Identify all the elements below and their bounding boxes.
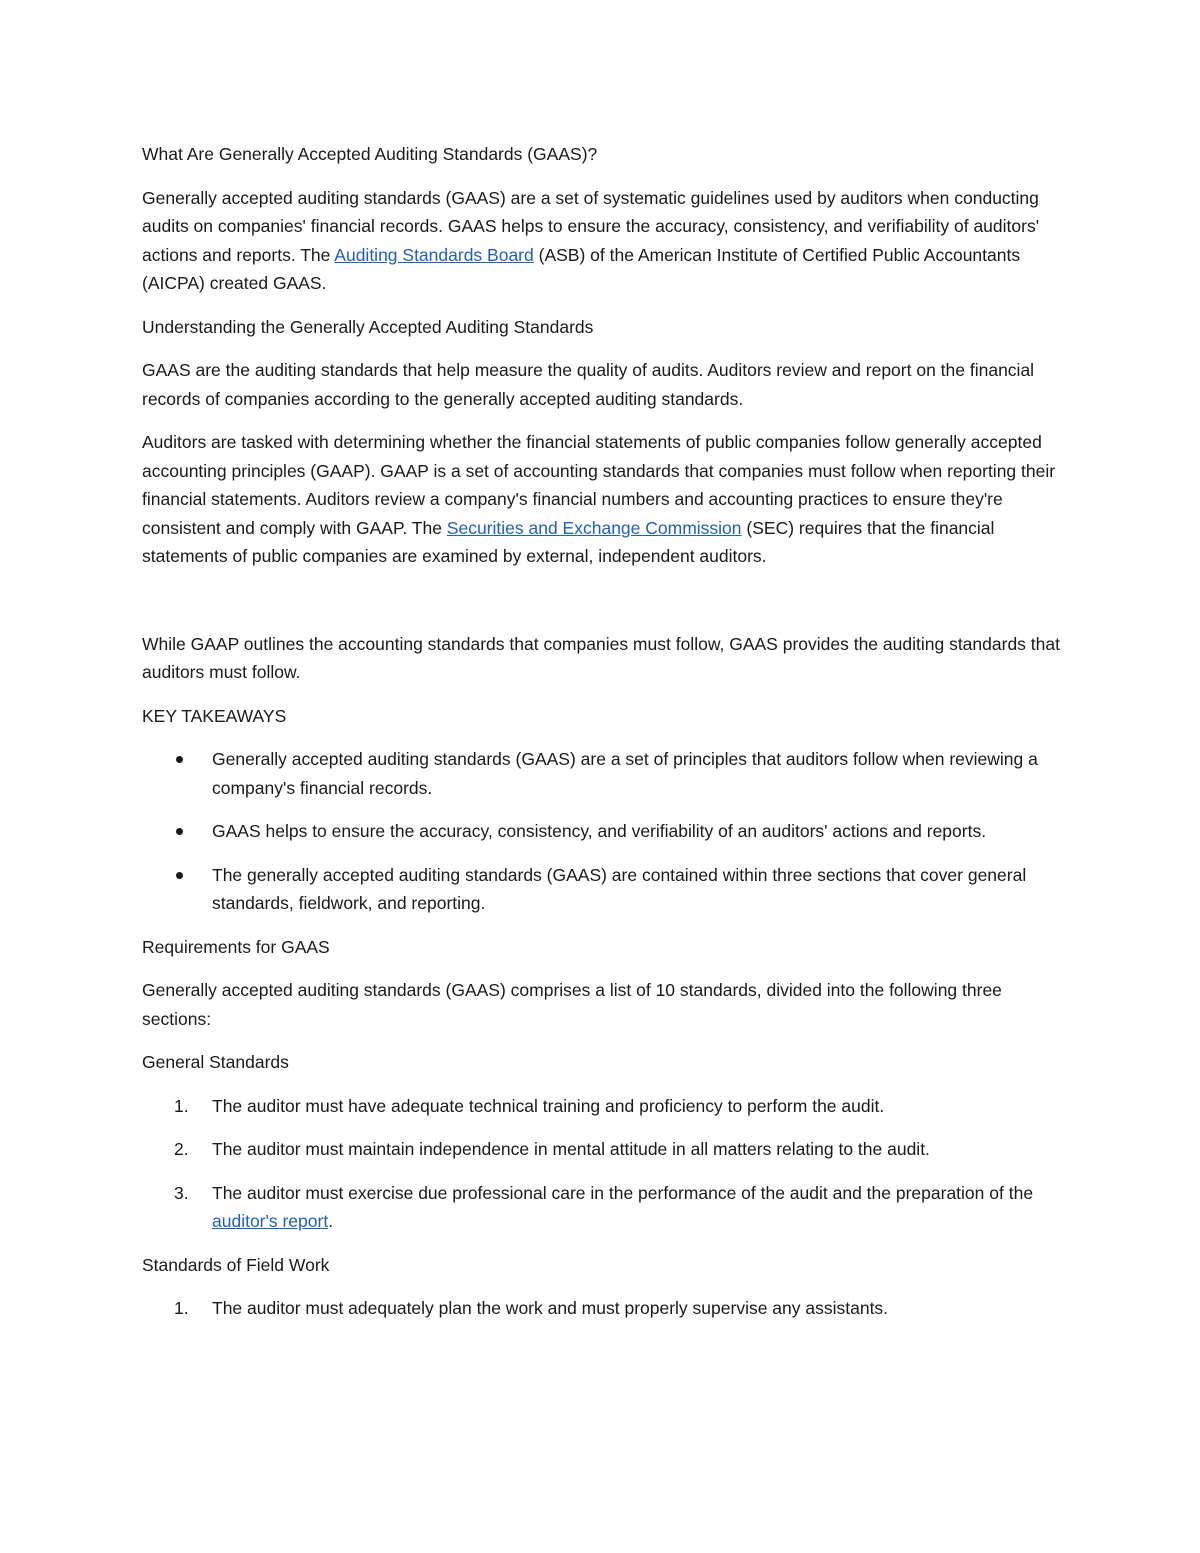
list-item-text: The auditor must exercise due professional care in the performance of the audit and the preparation of the <box>212 1182 1034 1203</box>
bullet-icon <box>176 756 183 763</box>
auditing-standards-board-link[interactable]: Auditing Standards Board <box>334 244 534 265</box>
list-item-text: The auditor must adequately plan the work and must properly supervise any assistants. <box>212 1298 889 1318</box>
field-work-heading: Standards of Field Work <box>142 1254 330 1275</box>
field-work-list <box>142 1294 1062 1323</box>
understanding-heading: Understanding the Generally Accepted Auditing Standards <box>142 316 594 337</box>
list-item-text: The auditor must maintain independence in mental attitude in all matters relating to the audit. <box>212 1139 930 1159</box>
while-paragraph: While GAAP outlines the accounting standards that companies must follow, GAAS provides the auditing standards that auditors must follow. <box>142 633 1060 682</box>
intro-text-1: Generally accepted auditing standards (GAAS) are a set of systematic guidelines used by auditors when conducting audits on companies' financial records. GAAS helps to ensure the accuracy, consistency, and verifiability of auditors' actions and reports. The <box>142 187 1040 265</box>
understanding-text-2: (SEC) requires that the financial statements of public companies are examined by external, independent auditors. <box>142 517 995 566</box>
general-standards-list <box>142 1092 1062 1236</box>
requirements-paragraph: Generally accepted auditing standards (GAAS) comprises a list of 10 standards, divided into the following three sections: <box>142 980 1002 1029</box>
understanding-text-1: Auditors are tasked with determining whether the financial statements of public companies follow generally accepted accounting principles (GAAP). GAAP is a set of accounting standards that companies must follow when reporting their financial statements. Auditors review a company's financial numbers and accounting practices to ensure they're consistent and comply with GAAP. The <box>142 432 1056 538</box>
paragraph-spacer <box>142 586 1062 630</box>
understanding-paragraph-1: GAAS are the auditing standards that help measure the quality of audits. Auditors review and report on the financial records of companies according to the generally accepted auditing standards. <box>142 360 1035 409</box>
auditors-report-link[interactable]: auditor's report <box>212 1211 329 1231</box>
general-standards-heading: General Standards <box>142 1052 289 1072</box>
list-item <box>142 745 1062 802</box>
list-item <box>142 817 1062 846</box>
list-item-text-end: . <box>328 1211 334 1231</box>
takeaway-text: Generally accepted auditing standards (GAAS) are a set of principles that auditors follow when reviewing a company's financial records. <box>212 749 1038 798</box>
intro-paragraph <box>142 184 1062 298</box>
intro-text-2: (ASB) of the American Institute of Certified Public Accountants (AICPA) created GAAS. <box>142 244 1021 293</box>
list-number: 1. <box>174 1298 189 1318</box>
list-number: 2. <box>174 1139 189 1159</box>
takeaways-heading: KEY TAKEAWAYS <box>142 705 287 726</box>
list-number: 3. <box>174 1182 189 1203</box>
document-page <box>142 140 1062 1338</box>
list-item-text: The auditor must have adequate technical training and proficiency to perform the audit. <box>212 1095 885 1116</box>
understanding-paragraph-2 <box>142 428 1062 571</box>
sec-link[interactable]: Securities and Exchange Commission <box>446 517 742 538</box>
requirements-heading: Requirements for GAAS <box>142 936 330 957</box>
list-item <box>142 1294 1062 1323</box>
list-item <box>142 1092 1062 1121</box>
list-item <box>142 1135 1062 1164</box>
bullet-icon <box>176 828 183 835</box>
list-number: 1. <box>174 1095 189 1116</box>
page-title: What Are Generally Accepted Auditing Standards (GAAS)? <box>142 144 598 164</box>
list-item <box>142 1179 1062 1236</box>
takeaway-text: GAAS helps to ensure the accuracy, consistency, and verifiability of an auditors' actions and reports. <box>212 821 987 841</box>
takeaway-text: The generally accepted auditing standards (GAAS) are contained within three sections that cover general standards, fieldwork, and reporting. <box>212 864 1027 913</box>
bullet-icon <box>176 872 183 879</box>
takeaways-list <box>142 745 1062 918</box>
list-item <box>142 861 1062 918</box>
